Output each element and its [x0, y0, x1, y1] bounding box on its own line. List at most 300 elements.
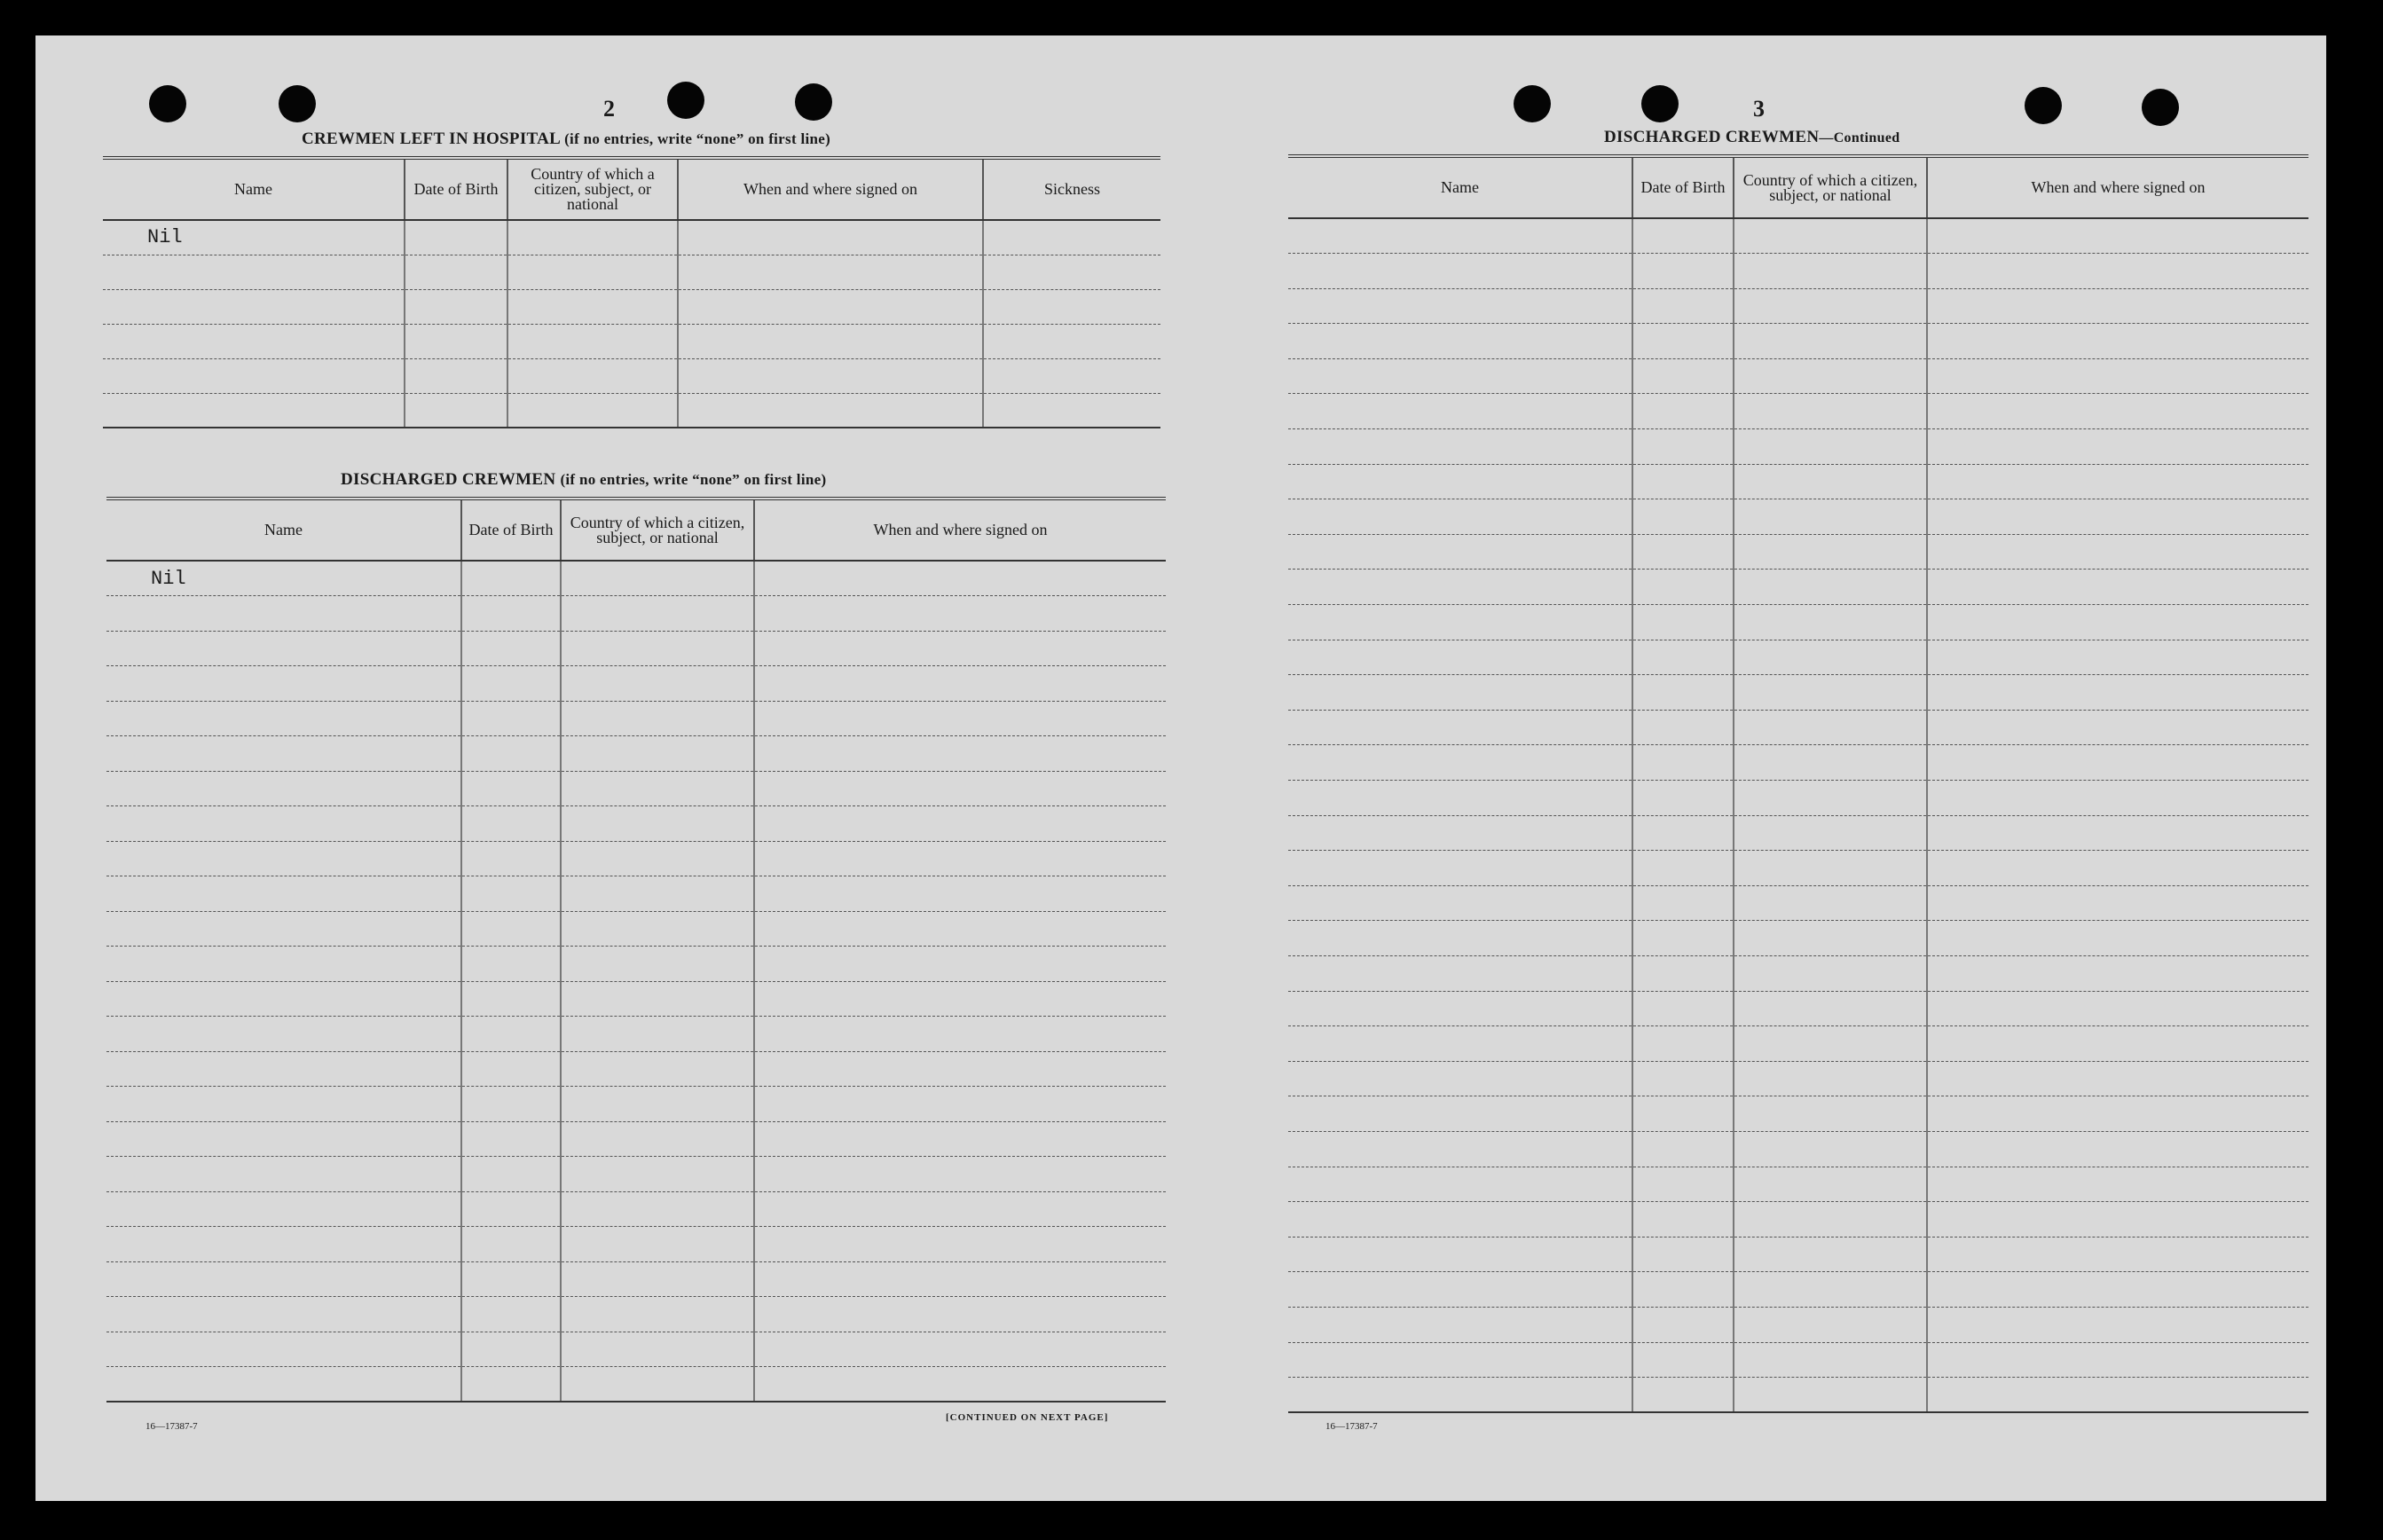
table-cell	[678, 289, 983, 324]
table-cell	[1632, 218, 1734, 254]
table-cell	[561, 1017, 754, 1052]
table-cell	[754, 1261, 1166, 1297]
table-cell	[106, 876, 461, 912]
punch-hole-2	[279, 85, 316, 122]
table-cell	[1288, 955, 1632, 991]
table-cell	[106, 1227, 461, 1262]
table-row	[1288, 1096, 2308, 1132]
table-cell	[1927, 605, 2308, 640]
table-cell	[507, 289, 678, 324]
table-cell	[1288, 1237, 1632, 1272]
table-cell	[1734, 324, 1927, 359]
punch-hole-6	[1641, 85, 1679, 122]
table-cell	[461, 947, 561, 982]
table-cell	[754, 911, 1166, 947]
table-cell	[1288, 429, 1632, 465]
table-cell	[1734, 499, 1927, 535]
table-cell	[1734, 570, 1927, 605]
table-cell	[1632, 640, 1734, 675]
table-cell	[1288, 921, 1632, 956]
table-cell	[561, 1261, 754, 1297]
table-cell	[1288, 1131, 1632, 1167]
table-row	[1288, 640, 2308, 675]
table-cell	[561, 1191, 754, 1227]
table-row	[106, 701, 1166, 736]
table-cell	[461, 806, 561, 842]
table-cell	[1927, 1096, 2308, 1132]
table-cell	[1632, 851, 1734, 886]
table-cell	[754, 1332, 1166, 1367]
table-cell	[1288, 254, 1632, 289]
table-cell	[754, 1297, 1166, 1332]
punch-hole-1	[149, 85, 186, 122]
table-cell	[1734, 1061, 1927, 1096]
table-row	[1288, 1026, 2308, 1062]
table-cell	[1632, 745, 1734, 781]
table-cell	[1632, 1096, 1734, 1132]
table-cell	[106, 981, 461, 1017]
table-cell	[561, 771, 754, 806]
table-cell	[461, 911, 561, 947]
table-cell	[1288, 1378, 1632, 1413]
table-cell	[561, 1157, 754, 1192]
table-cell	[1288, 851, 1632, 886]
table-cell	[1734, 605, 1927, 640]
table-cell	[754, 806, 1166, 842]
table-cell	[1288, 991, 1632, 1026]
table-row	[106, 771, 1166, 806]
table-cell	[461, 1332, 561, 1367]
table-cell	[1927, 815, 2308, 851]
table-cell	[106, 1367, 461, 1402]
punch-hole-3	[667, 82, 704, 119]
table-cell	[1288, 745, 1632, 781]
table-cell	[1927, 1378, 2308, 1413]
table-row	[106, 1121, 1166, 1157]
table-cell	[561, 1087, 754, 1122]
table-row	[1288, 781, 2308, 816]
table-row	[1288, 1131, 2308, 1167]
table-cell	[1288, 570, 1632, 605]
table-cell	[1927, 534, 2308, 570]
table-cell	[1632, 1131, 1734, 1167]
table-row	[1288, 675, 2308, 711]
table-cell	[1927, 955, 2308, 991]
table-cell	[461, 596, 561, 632]
column-header-date-of-birth: Date of Birth	[405, 158, 507, 220]
table-cell	[1734, 815, 1927, 851]
punch-hole-7	[2025, 87, 2062, 124]
table-cell	[1632, 1202, 1734, 1238]
table-cell	[1734, 464, 1927, 499]
table-cell	[1632, 1307, 1734, 1342]
table-cell	[754, 631, 1166, 666]
table-cell	[106, 1261, 461, 1297]
table-cell	[1734, 1272, 1927, 1308]
table-cell	[106, 1051, 461, 1087]
form-number: 16—17387-7	[1325, 1421, 1378, 1432]
page-number: 2	[603, 96, 615, 122]
table-cell	[754, 771, 1166, 806]
table-cell	[1632, 324, 1734, 359]
table-row	[106, 1051, 1166, 1087]
table-row	[1288, 605, 2308, 640]
table-cell	[561, 947, 754, 982]
table-cell	[1288, 675, 1632, 711]
table-cell: Nil	[106, 561, 461, 596]
table-row	[106, 911, 1166, 947]
table-cell	[561, 1121, 754, 1157]
discharged-section-title: DISCHARGED CREWMEN (if no entries, write “none” on first line)	[341, 470, 827, 489]
table-cell	[1632, 1237, 1734, 1272]
table-cell	[1734, 288, 1927, 324]
table-cell	[1288, 288, 1632, 324]
table-cell	[754, 666, 1166, 702]
table-cell	[461, 1191, 561, 1227]
table-cell	[106, 1157, 461, 1192]
table-cell	[1288, 781, 1632, 816]
table-cell	[1632, 288, 1734, 324]
table-row	[106, 1087, 1166, 1122]
column-header-signed-on: When and where signed on	[1927, 156, 2308, 218]
table-row	[103, 393, 1160, 428]
table-row	[106, 1297, 1166, 1332]
table-cell	[1927, 1167, 2308, 1202]
table-row	[106, 736, 1166, 772]
table-cell	[1927, 851, 2308, 886]
table-cell	[983, 220, 1160, 255]
punch-hole-5	[1514, 85, 1551, 122]
table-cell	[561, 1227, 754, 1262]
document-scan	[35, 35, 2326, 1501]
table-cell	[1927, 1342, 2308, 1378]
table-cell	[1734, 1026, 1927, 1062]
table-row	[103, 220, 1160, 255]
table-row	[1288, 885, 2308, 921]
table-cell	[1734, 394, 1927, 429]
table-cell	[1927, 781, 2308, 816]
table-cell	[983, 255, 1160, 289]
table-cell	[461, 1297, 561, 1332]
table-cell	[1632, 429, 1734, 465]
table-row	[1288, 710, 2308, 745]
table-row	[106, 806, 1166, 842]
table-cell	[461, 771, 561, 806]
table-cell	[754, 841, 1166, 876]
table-cell	[1734, 1096, 1927, 1132]
table-cell	[1927, 1131, 2308, 1167]
table-row	[106, 631, 1166, 666]
table-row	[1288, 851, 2308, 886]
table-cell	[103, 289, 405, 324]
table-row	[1288, 429, 2308, 465]
table-row	[1288, 254, 2308, 289]
table-row	[103, 255, 1160, 289]
table-row	[1288, 324, 2308, 359]
table-cell	[1632, 534, 1734, 570]
table-cell	[1632, 464, 1734, 499]
table-cell	[1632, 1061, 1734, 1096]
discharged-continued-table	[1288, 154, 2308, 1413]
table-row	[106, 947, 1166, 982]
table-cell	[1288, 358, 1632, 394]
table-cell	[106, 701, 461, 736]
hospital-table	[103, 156, 1160, 428]
table-cell	[1632, 254, 1734, 289]
table-cell	[507, 358, 678, 393]
table-cell	[561, 596, 754, 632]
table-cell	[461, 631, 561, 666]
table-cell	[678, 393, 983, 428]
table-cell	[1632, 885, 1734, 921]
table-row	[1288, 815, 2308, 851]
table-cell	[461, 1121, 561, 1157]
table-row	[1288, 499, 2308, 535]
table-cell	[1632, 1378, 1734, 1413]
table-cell	[1734, 534, 1927, 570]
table-cell	[678, 358, 983, 393]
table-cell	[754, 947, 1166, 982]
table-cell	[106, 1121, 461, 1157]
table-cell	[103, 393, 405, 428]
table-cell	[1927, 710, 2308, 745]
table-cell	[561, 736, 754, 772]
table-row	[1288, 534, 2308, 570]
table-row	[1288, 745, 2308, 781]
table-cell	[1927, 1237, 2308, 1272]
left-page	[35, 35, 1180, 1501]
table-cell	[561, 666, 754, 702]
table-cell	[106, 911, 461, 947]
table-cell	[405, 255, 507, 289]
table-row	[1288, 1167, 2308, 1202]
table-cell	[1288, 815, 1632, 851]
table-cell	[754, 981, 1166, 1017]
table-row	[106, 876, 1166, 912]
table-cell	[1632, 675, 1734, 711]
form-number: 16—17387-7	[145, 1421, 198, 1432]
table-cell	[461, 841, 561, 876]
table-row	[1288, 1061, 2308, 1096]
column-header-signed-on: When and where signed on	[754, 499, 1166, 561]
table-cell	[1927, 218, 2308, 254]
column-header-sickness: Sickness	[983, 158, 1160, 220]
table-cell	[754, 701, 1166, 736]
table-cell	[106, 947, 461, 982]
table-row	[106, 1332, 1166, 1367]
table-cell	[106, 1087, 461, 1122]
table-cell	[461, 1087, 561, 1122]
table-cell	[1734, 1307, 1927, 1342]
table-cell	[1288, 1307, 1632, 1342]
table-cell	[1288, 1167, 1632, 1202]
table-cell	[1288, 640, 1632, 675]
table-cell	[678, 255, 983, 289]
table-row	[1288, 1237, 2308, 1272]
table-cell: Nil	[103, 220, 405, 255]
table-cell	[106, 666, 461, 702]
table-cell	[103, 358, 405, 393]
table-cell	[1927, 1202, 2308, 1238]
table-cell	[1734, 429, 1927, 465]
table-cell	[1927, 745, 2308, 781]
table-cell	[754, 1367, 1166, 1402]
table-cell	[1734, 1237, 1927, 1272]
table-row	[1288, 358, 2308, 394]
table-cell	[1288, 324, 1632, 359]
table-cell	[1927, 429, 2308, 465]
column-header-name: Name	[1288, 156, 1632, 218]
column-header-name: Name	[106, 499, 461, 561]
table-cell	[461, 1367, 561, 1402]
table-cell	[561, 911, 754, 947]
table-cell	[507, 324, 678, 358]
column-header-signed-on: When and where signed on	[678, 158, 983, 220]
table-cell	[1927, 254, 2308, 289]
table-cell	[1927, 499, 2308, 535]
table-cell	[561, 1332, 754, 1367]
table-cell	[561, 981, 754, 1017]
table-cell	[106, 1191, 461, 1227]
table-cell	[1632, 781, 1734, 816]
column-header-date-of-birth: Date of Birth	[1632, 156, 1734, 218]
table-cell	[561, 1051, 754, 1087]
table-cell	[1632, 921, 1734, 956]
table-cell	[754, 561, 1166, 596]
table-cell	[1632, 991, 1734, 1026]
table-cell	[461, 1261, 561, 1297]
table-cell	[1927, 1061, 2308, 1096]
table-row	[106, 666, 1166, 702]
table-cell	[1632, 394, 1734, 429]
table-cell	[1734, 1167, 1927, 1202]
table-cell	[461, 701, 561, 736]
table-cell	[1632, 1026, 1734, 1062]
table-row	[1288, 464, 2308, 499]
table-cell	[1734, 358, 1927, 394]
continued-note: [CONTINUED ON NEXT PAGE]	[946, 1412, 1109, 1423]
hospital-section-title: CREWMEN LEFT IN HOSPITAL (if no entries, write “none” on first line)	[302, 130, 831, 148]
table-cell	[561, 1297, 754, 1332]
table-cell	[106, 631, 461, 666]
table-cell	[561, 806, 754, 842]
table-cell	[1288, 1096, 1632, 1132]
table-cell	[1734, 991, 1927, 1026]
table-cell	[1734, 640, 1927, 675]
table-row	[1288, 1307, 2308, 1342]
table-cell	[103, 324, 405, 358]
table-cell	[1632, 1342, 1734, 1378]
table-cell	[1927, 1026, 2308, 1062]
table-row	[106, 981, 1166, 1017]
punch-hole-8	[2142, 89, 2179, 126]
table-cell	[1632, 1272, 1734, 1308]
table-cell	[1927, 464, 2308, 499]
column-header-name: Name	[103, 158, 405, 220]
table-cell	[754, 1227, 1166, 1262]
table-cell	[507, 255, 678, 289]
table-cell	[754, 1157, 1166, 1192]
table-cell	[1734, 885, 1927, 921]
punch-hole-4	[795, 83, 832, 121]
table-cell	[106, 736, 461, 772]
table-cell	[561, 1367, 754, 1402]
table-cell	[983, 358, 1160, 393]
right-page	[1180, 35, 2326, 1501]
table-row	[1288, 1202, 2308, 1238]
table-row	[106, 596, 1166, 632]
table-row	[103, 324, 1160, 358]
table-row	[1288, 570, 2308, 605]
table-cell	[754, 1017, 1166, 1052]
table-cell	[461, 1227, 561, 1262]
table-cell	[1288, 1272, 1632, 1308]
table-cell	[507, 393, 678, 428]
column-header-country: Country of which a citizen, subject, or national	[561, 499, 754, 561]
discharged-continued-title: DISCHARGED CREWMEN—Continued	[1604, 128, 1900, 146]
table-cell	[754, 736, 1166, 772]
table-cell	[1734, 1202, 1927, 1238]
table-row	[106, 841, 1166, 876]
table-row	[1288, 1378, 2308, 1413]
table-cell	[754, 596, 1166, 632]
table-cell	[1734, 1131, 1927, 1167]
table-cell	[1927, 921, 2308, 956]
table-cell	[1288, 394, 1632, 429]
table-row	[106, 1367, 1166, 1402]
table-cell	[754, 1191, 1166, 1227]
table-cell	[106, 841, 461, 876]
table-cell	[1927, 394, 2308, 429]
table-cell	[1632, 955, 1734, 991]
table-cell	[1734, 710, 1927, 745]
table-cell	[1632, 499, 1734, 535]
table-cell	[1632, 570, 1734, 605]
table-cell	[405, 358, 507, 393]
table-cell	[1288, 885, 1632, 921]
table-cell	[1288, 605, 1632, 640]
table-cell	[561, 876, 754, 912]
discharged-table	[106, 497, 1166, 1402]
table-cell	[561, 561, 754, 596]
table-cell	[1734, 1378, 1927, 1413]
table-cell	[983, 393, 1160, 428]
table-cell	[561, 701, 754, 736]
table-cell	[1927, 640, 2308, 675]
table-cell	[106, 1297, 461, 1332]
table-cell	[106, 806, 461, 842]
table-cell	[106, 1332, 461, 1367]
table-cell	[1927, 570, 2308, 605]
table-cell	[106, 596, 461, 632]
table-cell	[1734, 745, 1927, 781]
table-row	[1288, 955, 2308, 991]
table-cell	[1734, 851, 1927, 886]
table-row	[106, 1227, 1166, 1262]
table-cell	[1288, 1342, 1632, 1378]
table-cell	[983, 324, 1160, 358]
table-row	[1288, 921, 2308, 956]
table-cell	[754, 1121, 1166, 1157]
table-cell	[1288, 1026, 1632, 1062]
table-cell	[461, 876, 561, 912]
table-cell	[678, 220, 983, 255]
table-cell	[1632, 710, 1734, 745]
table-cell	[754, 876, 1166, 912]
table-cell	[461, 1051, 561, 1087]
column-header-country: Country of which a citizen, subject, or national	[1734, 156, 1927, 218]
table-cell	[461, 666, 561, 702]
